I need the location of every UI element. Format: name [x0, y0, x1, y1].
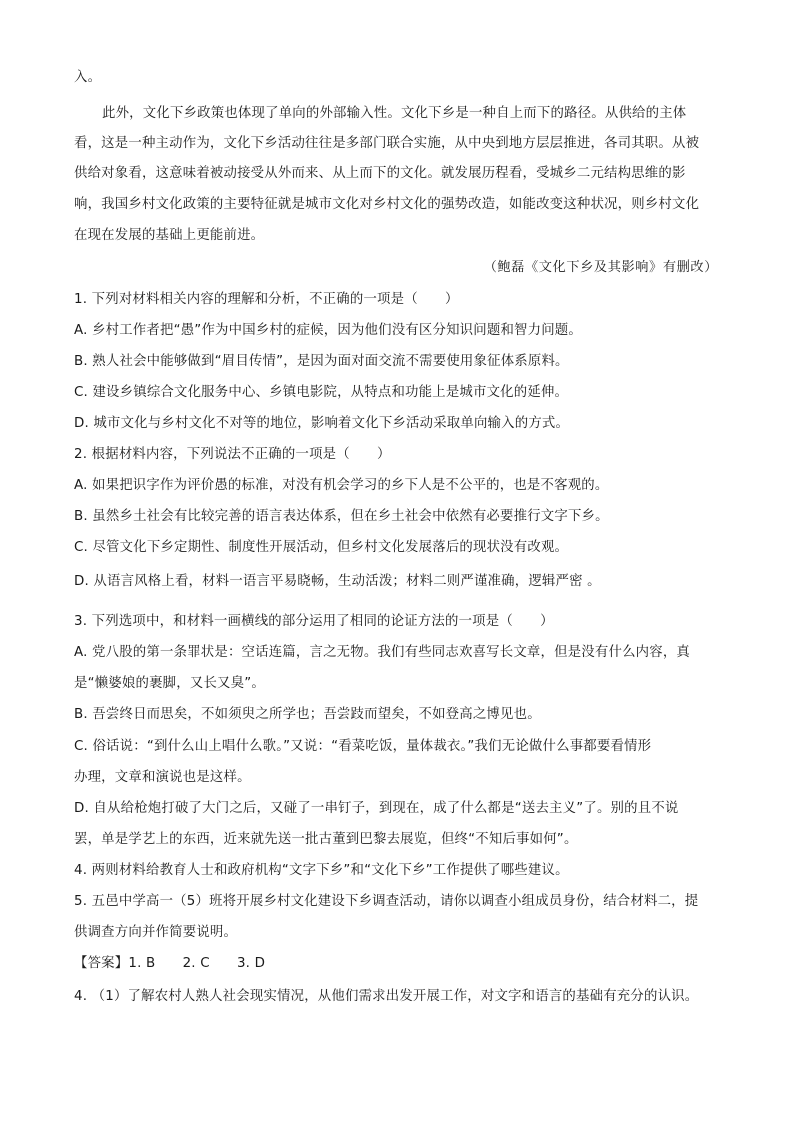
- option-line: C. 俗话说：“到什么山上唱什么歌。”又说：“看菜吃饭，量体裁衣。”我们无论做什么事都要看情形: [74, 739, 652, 754]
- option-line: B. 虽然乡土社会有比较完善的语言表达体系，但在乡土社会中依然有必要推行文字下乡。: [74, 509, 609, 524]
- option-line: D. 从语言风格上看，材料一语言平易晓畅，生动活泼；材料二则严谨准确，逻辑严密 。: [74, 574, 601, 589]
- option-line: B. 熟人社会中能够做到“眉目传情”，是因为面对面交流不需要使用象征体系原料。: [74, 354, 569, 369]
- passage-line: 供给对象看，这意味着被动接受从外而来、从上而下的文化。就发展历程看，受城乡二元结构思维的影: [74, 166, 686, 181]
- option-line: D. 自从给枪炮打破了大门之后，又碰了一串钉子，到现在，成了什么都是“送去主义”了。别的且不说: [74, 801, 679, 816]
- passage-line: 此外，文化下乡政策也体现了单向的外部输入性。文化下乡是一种自上而下的路径。从供给的主体: [102, 106, 687, 121]
- option-line: 是“懒婆娘的裹脚，又长又臭”。: [74, 676, 265, 691]
- option-line: C. 尽管文化下乡定期性、制度性开展活动，但乡村文化发展落后的现状没有改观。: [74, 540, 569, 555]
- option-line: 办理，文章和演说也是这样。: [74, 770, 251, 785]
- question-3: 3. 下列选项中，和材料一画横线的部分运用了相同的论证方法的一项是（ ）: [74, 614, 554, 629]
- option-line: 罢，单是学艺上的东西，近来就先送一批古董到巴黎去展览，但终“不知后事如何”。: [74, 832, 578, 847]
- option-line: C. 建设乡镇综合文化服务中心、乡镇电影院，从特点和功能上是城市文化的延伸。: [74, 385, 569, 400]
- option-line: A. 乡村工作者把“愚”作为中国乡村的症候，因为他们没有区分知识问题和智力问题。: [74, 323, 582, 338]
- passage-line: 响，我国乡村文化政策的主要特征就是城市文化对乡村文化的强势改造，如能改变这种状况，则乡村文化: [74, 197, 700, 212]
- passage-line: 在现在发展的基础上更能前进。: [74, 228, 265, 243]
- option-line: A. 如果把识字作为评价愚的标准，对没有机会学习的乡下人是不公平的，也是不客观的。: [74, 478, 609, 493]
- question-1: 1. 下列对材料相关内容的理解和分析，不正确的一项是（ ）: [74, 292, 459, 307]
- passage-line: 看，这是一种主动作为，文化下乡活动往往是多部门联合实施，从中央到地方层层推进，各司其职。从被: [74, 136, 700, 151]
- option-line: B. 吾尝终日而思矣，不如须臾之所学也；吾尝跂而望矣，不如登高之博见也。: [74, 707, 541, 722]
- question-4: 4. 两则材料给教育人士和政府机构“文字下乡”和“文化下乡”工作提供了哪些建议。: [74, 863, 569, 878]
- answer-label: 【答案】: [74, 956, 129, 971]
- answer-line: [74, 952, 265, 971]
- option-line: D. 城市文化与乡村文化不对等的地位，影响着文化下乡活动采取单向输入的方式。: [74, 416, 570, 431]
- option-line: A. 党八股的第一条罪状是：空话连篇，言之无物。我们有些同志欢喜写长文章，但是没有什么内容，真: [74, 645, 691, 660]
- answer-values: 1. B 2. C 3. D: [128, 956, 266, 971]
- source-citation: （鲍磊《文化下乡及其影响》有删改）: [483, 260, 718, 275]
- question-5: 5. 五邑中学高一（5）班将开展乡村文化建设下乡调查活动，请你以调查小组成员身份，结合材料二，提: [74, 894, 699, 909]
- passage-line: 入。: [74, 70, 102, 85]
- question-2: 2. 根据材料内容，下列说法不正确的一项是（ ）: [74, 447, 391, 462]
- question-5-cont: 供调查方向并作简要说明。: [74, 925, 238, 940]
- answer-4-line: 4. （1）了解农村人熟人社会现实情况，从他们需求出发开展工作，对文字和语言的基础有充分的认识。: [74, 989, 699, 1004]
